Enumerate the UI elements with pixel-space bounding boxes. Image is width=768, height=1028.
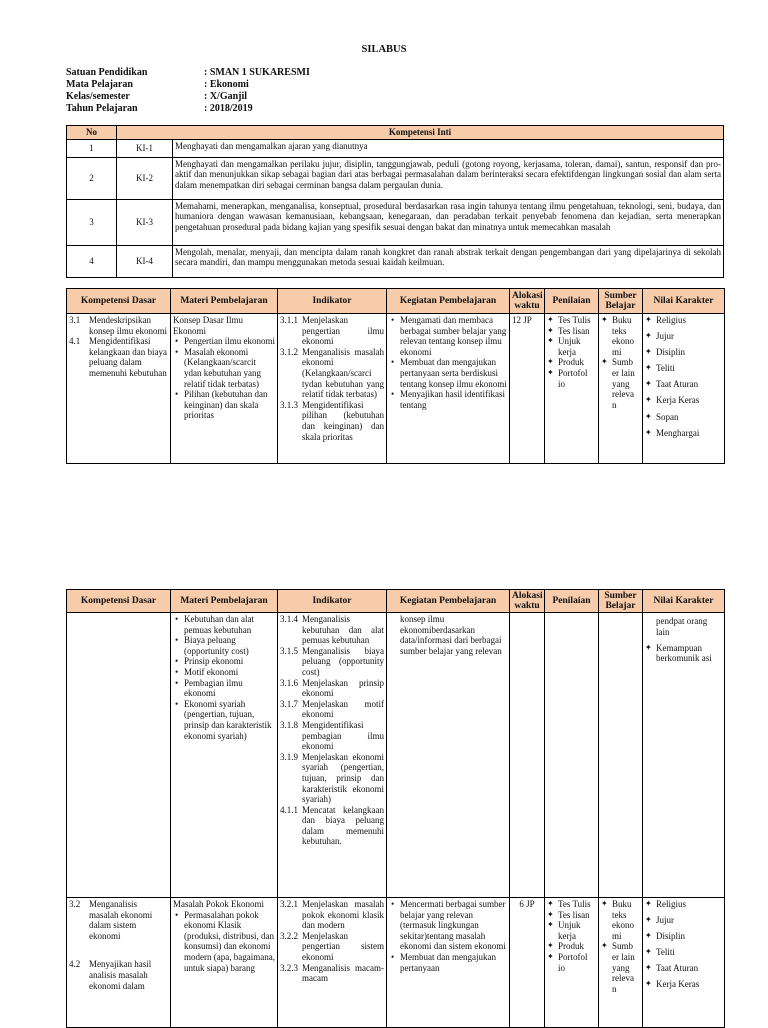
alokasi-cell: 6 JP: [510, 898, 545, 1028]
list-item: • Biaya peluang (opportunity cost): [173, 635, 275, 656]
info-label: Mata Pelajaran: [66, 79, 133, 90]
info-label: Kelas/semester: [66, 91, 130, 102]
info-row: [66, 67, 310, 79]
indikator-item: 3.1.8 Mengidentifikasi pembagian ilmu ekonomi: [280, 719, 384, 752]
karakter-continuation: pendpat orang lain: [656, 616, 708, 637]
kompetensi-dasar-table-1: [66, 288, 725, 464]
kd-item: 3.1 Mendeskripsikan konsep ilmu ekonomi: [69, 315, 167, 336]
list-item: ✦ Teliti: [645, 947, 722, 958]
list-item: ✦ Kerja Keras: [645, 395, 722, 406]
info-value: : Ekonomi: [204, 79, 249, 90]
header-sumber: Sumber Belajar: [599, 289, 643, 314]
kd-cell: [67, 613, 171, 898]
alokasi-cell: 12 JP: [510, 314, 545, 464]
list-item: ✦ Tes lisan: [547, 326, 596, 337]
list-item: ✦ Portofol io: [547, 952, 596, 973]
header-kompetensi-dasar: Kompetensi Dasar: [67, 590, 171, 613]
list-item: ✦ Tes Tulis: [547, 315, 596, 326]
ki-no: 3: [67, 199, 117, 245]
materi-title: Konsep Dasar Ilmu Ekonomi: [173, 315, 243, 336]
kd-cell: [67, 898, 171, 1028]
list-item: ✦ Sopan: [645, 412, 722, 423]
indikator-item: 3.1.7 Menjelaskan motif ekonomi: [280, 698, 384, 720]
indikator-item: 3.1.5 Menganalisis biaya peluang (opportunity cost): [280, 645, 384, 677]
list-item: ✦ Menghargai: [645, 428, 722, 439]
header-sumber: Sumber Belajar: [599, 590, 643, 613]
materi-title: Masalah Pokok Ekonomi: [173, 899, 264, 909]
ki-row: [67, 157, 724, 199]
indikator-cell: [278, 613, 387, 898]
list-item: ✦ Religius: [645, 315, 722, 326]
header-alokasi: Alokasi waktu: [510, 590, 545, 613]
kegiatan-cell: [387, 314, 510, 464]
list-item: • Pilihan (kebutuhan dan keinginan) dan skala prioritas: [173, 389, 275, 421]
table-row: [67, 898, 725, 1028]
list-item: ✦ Produk: [547, 357, 596, 368]
indikator-item: 3.1.1 Menjelaskan pengertian ilmu ekonomi: [280, 315, 384, 347]
list-item: ✦ Buku teks ekono mi: [601, 315, 640, 357]
list-item: • Permasalahan pokok ekonomi Klasik (produksi, distribusi, dan konsumsi) dan ekonomi modern (apa, bagaimana, untuk siapa) barang: [173, 910, 275, 974]
list-item: ✦ Jujur: [645, 331, 722, 342]
header-kegiatan: Kegiatan Pembelajaran: [387, 590, 510, 613]
indikator-item: 3.1.6 Menjelaskan prinsip ekonomi: [280, 677, 384, 699]
info-block: [66, 67, 310, 115]
list-item: ✦ Buku teks ekono mi: [601, 899, 640, 941]
indikator-item: 3.2.2 Menjelaskan pengertian sistem ekonomi: [280, 930, 384, 962]
indikator-item: 3.2.3 Menganalisis macam-macam: [280, 962, 384, 984]
list-item: ✦ Taat Aturan: [645, 379, 722, 390]
materi-cell: [171, 314, 278, 464]
ki-text: Menghayati dan mengamalkan perilaku jujur, disiplin, tanggungjawab, peduli (gotong royong, kerjasama, toleran, damai), santun, responsif dan pro-aktif dan menunjukkan sikap sebagai bagian dari atas berbagai permasalahan dalam berinteraksi secara efektifdengan lingkungan sosial dan alam serta dalam menempatkan diri sebagai cerminan bangsa dalam pergaulan dunia.: [173, 157, 724, 199]
ki-no: 2: [67, 157, 117, 199]
indikator-item: 3.1.9 Menjelaskan ekonomi syariah (pengertian, tujuan, prinsip dan karakteristik ekonomi syariah): [280, 751, 384, 805]
ki-row: [67, 199, 724, 245]
list-item: ✦ Jujur: [645, 915, 722, 926]
kd-item: 4.2 Menyajikan hasil analisis masalah ekonomi dalam: [69, 959, 152, 991]
info-row: [66, 91, 310, 103]
list-item: • Ekonomi syariah (pengertian, tujuan, prinsip dan karakteristik ekonomi syariah): [173, 699, 275, 741]
header-kompetensi-dasar: Kompetensi Dasar: [67, 289, 171, 314]
info-label: Satuan Pendidikan: [66, 67, 148, 78]
ki-code: KI-3: [117, 199, 173, 245]
list-item: • Prinsip ekonomi: [173, 656, 275, 667]
list-item: ✦ Religius: [645, 899, 722, 910]
list-item: ✦ Tes lisan: [547, 910, 596, 921]
list-item: ✦ Portofol io: [547, 368, 596, 389]
sumber-cell: [599, 613, 643, 898]
header-nilai-karakter: Nilai Karakter: [643, 590, 725, 613]
list-item: • Membuat dan mengajukan pertanyaan: [389, 952, 507, 973]
kompetensi-dasar-table-2: [66, 589, 725, 1028]
sumber-cell: [599, 898, 643, 1028]
indikator-item: 4.1.1 Mencatat kelangkaan dan biaya peluang dalam memenuhi kebutuhan.: [280, 804, 384, 847]
ki-text: Mengolah, menalar, menyaji, dan mencipta dalam ranah kongkret dan ranah abstrak terkait dengan pengembangan dari yang dipelajarinya di sekolah secara mandiri, dan mampu menggunakan metoda sesuai kaidah keilmuan.: [173, 245, 724, 277]
penilaian-cell: [545, 314, 599, 464]
list-item: ✦ Sumb er lain yang releva n: [601, 357, 640, 410]
kd-item: 3.2 Menganalisis masalah ekonomi dalam sistem ekonomi: [69, 899, 153, 941]
ki-no: 1: [67, 139, 117, 157]
indikator-item: 3.2.1 Menjelaskan masalah pokok ekonomi klasik dan modern: [280, 899, 384, 931]
materi-cell: [171, 898, 278, 1028]
list-item: • Kebutuhan dan alat pemuas kebutuhan: [173, 614, 275, 635]
kegiatan-cell: [387, 898, 510, 1028]
header-indikator: Indikator: [278, 289, 387, 314]
ki-text: Memahami, menerapkan, menganalisa, konseptual, prosedural berdasarkan rasa ingin tahunya tentang ilmu pengetahuan, teknologi, seni, budaya, dan humaniora dengan wawasan kemanusiaan, kebangsaan, kenegaraan, dan peradaban terkait penyebab fenomena dan kejadian, serta menerapkan pengetahuan prosedural pada bidang kajian yang spesifik sesuai dengan bakat dan minatnya untuk memecahkan masalah: [173, 199, 724, 245]
header-nilai-karakter: Nilai Karakter: [643, 289, 725, 314]
list-item: • Menyajikan hasil identifikasi tentang: [389, 389, 507, 410]
list-item: ✦ Taat Aturan: [645, 963, 722, 974]
list-item: ✦ Sumb er lain yang releva n: [601, 941, 640, 994]
ki-text: Menghayati dan mengamalkan ajaran yang dianutnya: [173, 139, 724, 157]
kegiatan-cell: [387, 613, 510, 898]
kegiatan-continuation: konsep ilmu ekonomiberdasarkan data/informasi dari berbagai sumber belajar yang relevan: [400, 614, 502, 656]
penilaian-cell: [545, 898, 599, 1028]
kd-cell: [67, 314, 171, 464]
list-item: ✦ Unjuk kerja: [547, 336, 596, 357]
list-item: ✦ Kerja Keras: [645, 979, 722, 990]
materi-cell: [171, 613, 278, 898]
list-item: ✦ Teliti: [645, 363, 722, 374]
kompetensi-inti-table: [66, 125, 724, 278]
list-item: • Mencermati berbagai sumber belajar yang relevan (termasuk lingkungan sekitar)tentang masalah ekonomi dan sistem ekonomi: [389, 899, 507, 952]
info-value: : 2018/2019: [204, 103, 253, 114]
header-materi: Materi Pembelajaran: [171, 590, 278, 613]
list-item: • Mengamati dan membaca berbagai sumber belajar yang relevan tentang konsep ilmu ekonomi: [389, 315, 507, 357]
indikator-item: 3.1.4 Menganalisis kebutuhan dan alat pemuas kebutuhan: [280, 614, 384, 646]
list-item: • Pengertian ilmu ekonomi: [173, 336, 275, 347]
alokasi-cell: [510, 613, 545, 898]
list-item: • Pembagian ilmu ekonomi: [173, 678, 275, 699]
ki-row: [67, 245, 724, 277]
ki-no: 4: [67, 245, 117, 277]
list-item: ✦ Disiplin: [645, 931, 722, 942]
indikator-cell: [278, 898, 387, 1028]
header-indikator: Indikator: [278, 590, 387, 613]
ki-code: KI-2: [117, 157, 173, 199]
penilaian-cell: [545, 613, 599, 898]
list-item: ✦ Produk: [547, 941, 596, 952]
list-item: ✦ Tes Tulis: [547, 899, 596, 910]
karakter-cell: [643, 613, 725, 898]
header-penilaian: Penilaian: [545, 590, 599, 613]
info-label: Tahun Pelajaran: [66, 103, 138, 114]
list-item: ✦ Unjuk kerja: [547, 920, 596, 941]
list-item: • Masalah ekonomi (Kelangkaan/scarcit ydan kebutuhan yang relatif tidak terbatas): [173, 347, 275, 389]
info-value: : SMAN 1 SUKARESMI: [204, 67, 310, 78]
ki-code: KI-1: [117, 139, 173, 157]
info-value: : X/Ganjil: [204, 91, 248, 102]
header-kegiatan: Kegiatan Pembelajaran: [387, 289, 510, 314]
ki-header-no: No: [67, 126, 117, 140]
header-alokasi: Alokasi waktu: [510, 289, 545, 314]
list-item: ✦ Kemampuan berkomunik asi: [645, 643, 722, 664]
info-row: [66, 103, 310, 115]
list-item: • Motif ekonomi: [173, 667, 275, 678]
header-penilaian: Penilaian: [545, 289, 599, 314]
header-materi: Materi Pembelajaran: [171, 289, 278, 314]
table-row: [67, 314, 725, 464]
indikator-item: 3.1.2 Menganalisis masalah ekonomi (Kelangkaan/scarci tydan kebutuhan yang relatif tidak terbatas): [280, 346, 384, 400]
list-item: ✦ Disiplin: [645, 347, 722, 358]
table-row: [67, 613, 725, 898]
ki-header-kompetensi: Kompetensi Inti: [117, 126, 724, 140]
karakter-cell: [643, 898, 725, 1028]
document-title: SILABUS: [361, 44, 407, 55]
ki-code: KI-4: [117, 245, 173, 277]
sumber-cell: [599, 314, 643, 464]
karakter-cell: [643, 314, 725, 464]
list-item: • Membuat dan mengajukan pertanyaan serta berdiskusi tentang konsep ilmu ekonomi: [389, 357, 507, 389]
info-row: [66, 79, 310, 91]
ki-row: [67, 139, 724, 157]
kd-item: 4.1 Mengidentifikasi kelangkaan dan biaya peluang dalam memenuhi kebutuhan: [69, 336, 167, 378]
indikator-cell: [278, 314, 387, 464]
indikator-item: 3.1.3 Mengidentifikasi pilihan (kebutuhan dan keinginan) dan skala prioritas: [280, 399, 384, 442]
